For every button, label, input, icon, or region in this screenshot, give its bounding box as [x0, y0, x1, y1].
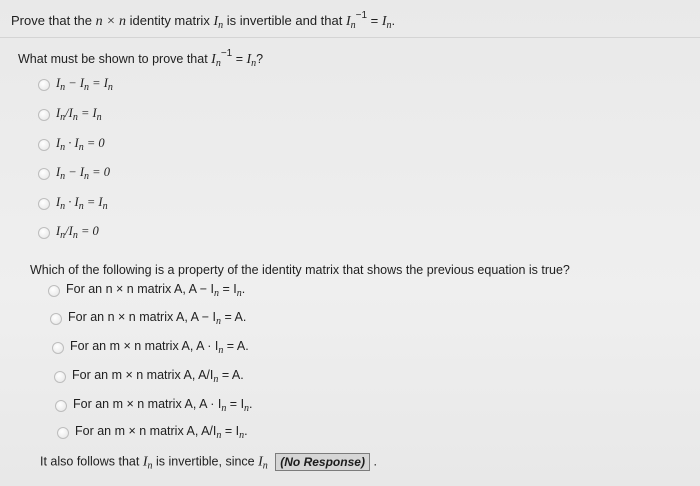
radio-button[interactable] — [38, 79, 50, 91]
part2-option[interactable] — [50, 310, 246, 327]
part1-option[interactable] — [38, 76, 113, 93]
radio-button[interactable] — [38, 227, 50, 239]
radio-button[interactable] — [57, 427, 69, 439]
radio-button[interactable] — [38, 168, 50, 180]
option-label: For an n × n matrix A, $A - I_n = I_n$. — [66, 282, 246, 299]
part1-option[interactable] — [38, 106, 102, 123]
radio-button[interactable] — [38, 139, 50, 151]
radio-button[interactable] — [38, 198, 50, 210]
option-label: For an m × n matrix A, $A/I_n = A$. — [72, 368, 244, 385]
part2-option[interactable] — [54, 368, 244, 385]
radio-button[interactable] — [48, 285, 60, 297]
radio-button[interactable] — [50, 313, 62, 325]
option-label: For an n × n matrix A, $A - I_n = A$. — [68, 310, 247, 327]
option-label: $I_n \cdot I_n = I_n$ — [56, 195, 108, 212]
radio-button[interactable] — [55, 400, 67, 412]
radio-button[interactable] — [38, 109, 50, 121]
option-label: $I_n/I_n = 0$ — [56, 224, 99, 241]
option-label: For an m × n matrix A, $A \cdot I_n = A$. — [70, 339, 249, 356]
part2-option[interactable] — [52, 339, 249, 356]
part1-option[interactable] — [38, 195, 108, 212]
option-label: $I_n - I_n = 0$ — [56, 165, 110, 182]
part3-statement: It also follows that $I_n$ is invertible, since $I_n$ (No Response) . — [40, 454, 377, 472]
part2-prompt: Which of the following is a property of the identity matrix that shows the previous equation is true? — [30, 263, 570, 277]
part1-option[interactable] — [38, 165, 110, 182]
question-title: Prove that the n × n identity matrix $I_n$ is invertible and that $I_n^{-1} = I_n$. — [11, 10, 396, 31]
part2-option[interactable] — [48, 282, 245, 299]
part1-option[interactable] — [38, 224, 99, 241]
part1-option[interactable] — [38, 136, 105, 153]
radio-button[interactable] — [54, 371, 66, 383]
title-divider — [0, 37, 700, 38]
no-response-dropdown[interactable]: (No Response) — [275, 453, 370, 471]
part2-option[interactable] — [57, 424, 248, 441]
option-label: For an m × n matrix A, $A/I_n = I_n$. — [75, 424, 248, 441]
part1-prompt: What must be shown to prove that $I_n^{-1} = I_n$? — [18, 48, 264, 69]
part2-option[interactable] — [55, 397, 253, 414]
option-label: $I_n/I_n = I_n$ — [56, 106, 102, 123]
radio-button[interactable] — [52, 342, 64, 354]
option-label: $I_n \cdot I_n = 0$ — [56, 136, 105, 153]
option-label: For an m × n matrix A, $A \cdot I_n = I_n$. — [73, 397, 253, 414]
option-label: $I_n - I_n = I_n$ — [56, 76, 113, 93]
